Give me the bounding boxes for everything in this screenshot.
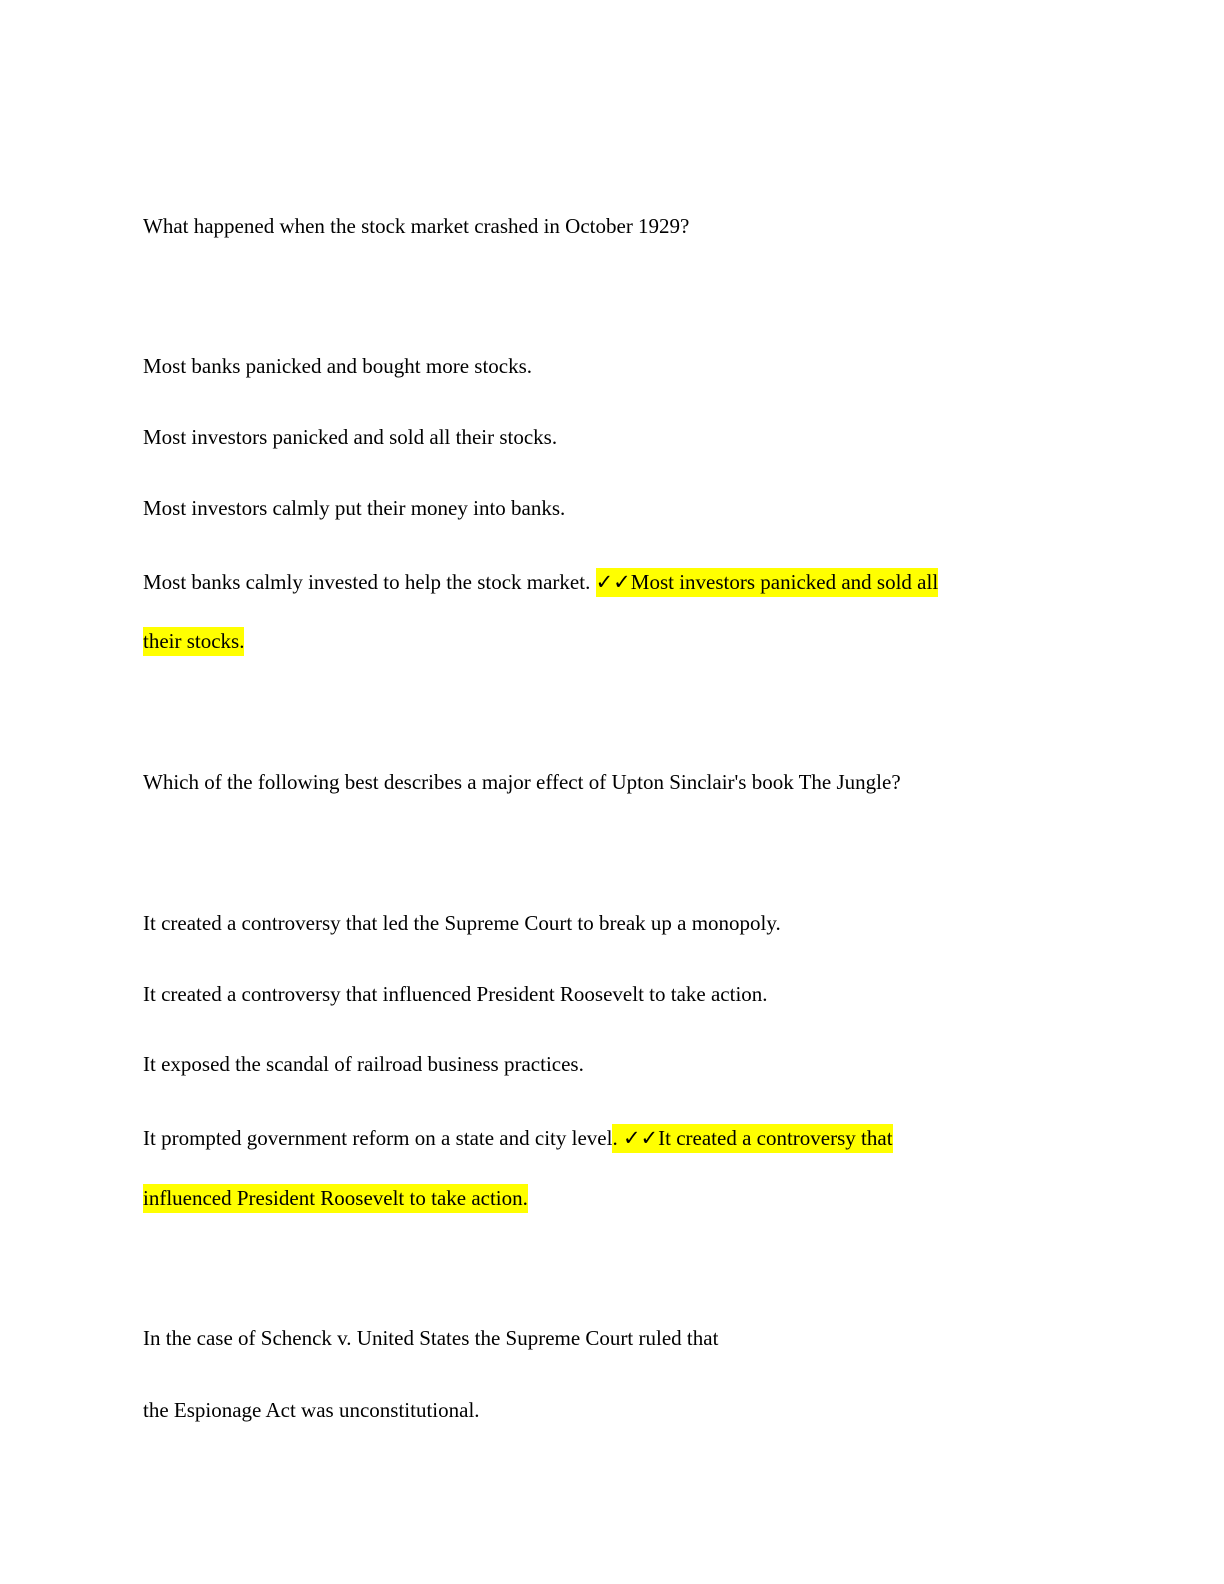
question-2-answer-highlight [612,1124,892,1153]
question-2-answer-line1: It created a controversy that [658,1126,893,1150]
question-2-option-4-period: . [612,1126,618,1150]
question-1-option-2: Most investors panicked and sold all their stocks. [143,425,558,449]
question-1-answer-line1: Most investors panicked and sold all [630,570,939,594]
question-1-option-1: Most banks panicked and bought more stocks. [143,354,533,378]
checkmark-icon: ✓✓ [617,1126,659,1150]
question-2-answer-line2: influenced President Roosevelt to take action. [143,1184,528,1213]
question-2-prompt: Which of the following best describes a major effect of Upton Sinclair's book The Jungle? [143,770,901,794]
question-3-option-1: the Espionage Act was unconstitutional. [143,1398,480,1422]
question-2-option-4: It prompted government reform on a state and city level [143,1126,613,1150]
question-1-answer-continuation [143,627,244,655]
question-2-option-2: It created a controversy that influenced President Roosevelt to take action. [143,982,768,1006]
question-1-prompt: What happened when the stock market crashed in October 1929? [143,214,690,238]
question-2-option-3: It exposed the scandal of railroad business practices. [143,1052,584,1076]
question-3-prompt: In the case of Schenck v. United States the Supreme Court ruled that [143,1326,719,1350]
question-2-option-4-line [143,1124,893,1152]
question-1-option-4: Most banks calmly invested to help the stock market. [143,570,591,594]
question-1-option-3: Most investors calmly put their money into banks. [143,496,566,520]
question-1-option-4-line [143,568,938,596]
checkmark-icon: ✓✓ [595,570,631,594]
question-2-answer-continuation [143,1184,528,1212]
question-1-answer-line2: their stocks. [143,627,244,656]
question-2-option-1: It created a controversy that led the Supreme Court to break up a monopoly. [143,911,781,935]
question-1-answer-highlight [596,568,939,597]
